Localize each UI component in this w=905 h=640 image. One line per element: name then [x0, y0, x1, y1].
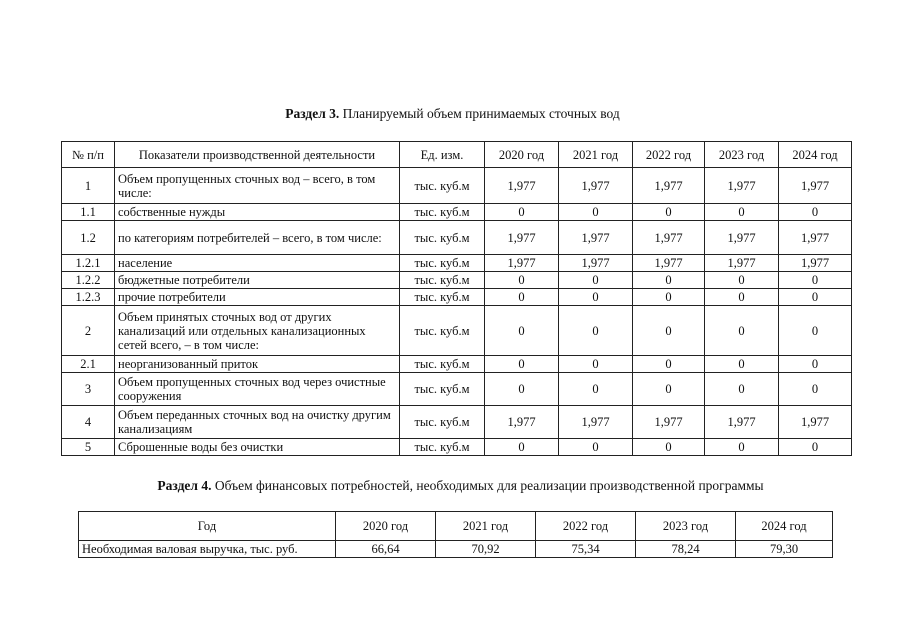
- table-row: [62, 289, 852, 306]
- header-cell: 2021 год: [559, 142, 633, 168]
- unit-cell: тыс. куб.м: [400, 168, 485, 204]
- section3-title-text: Планируемый объем принимаемых сточных вод: [339, 106, 620, 121]
- value-cell: 75,34: [536, 541, 636, 558]
- value-cell: 0: [485, 204, 559, 221]
- header-cell: 2023 год: [636, 512, 736, 541]
- table-row: [62, 406, 852, 439]
- row-number: 1.2: [62, 221, 115, 255]
- row-number: 4: [62, 406, 115, 439]
- unit-cell: тыс. куб.м: [400, 356, 485, 373]
- value-cell: 0: [779, 272, 852, 289]
- value-cell: 1,977: [559, 406, 633, 439]
- section4-header-row: [79, 512, 833, 541]
- unit-cell: тыс. куб.м: [400, 255, 485, 272]
- table-row: [62, 204, 852, 221]
- table-row: [62, 356, 852, 373]
- table-row: [62, 255, 852, 272]
- value-cell: 0: [633, 373, 705, 406]
- value-cell: 0: [779, 289, 852, 306]
- table-row: [62, 168, 852, 204]
- indicator-name: Сброшенные воды без очистки: [115, 439, 400, 456]
- table-row: [62, 439, 852, 456]
- value-cell: 0: [485, 272, 559, 289]
- unit-cell: тыс. куб.м: [400, 439, 485, 456]
- value-cell: 0: [705, 356, 779, 373]
- value-cell: 0: [633, 356, 705, 373]
- value-cell: 1,977: [485, 255, 559, 272]
- value-cell: 1,977: [633, 255, 705, 272]
- value-cell: 1,977: [779, 221, 852, 255]
- unit-cell: тыс. куб.м: [400, 272, 485, 289]
- value-cell: 0: [559, 204, 633, 221]
- indicator-name: Объем пропущенных сточных вод через очистные сооружения: [115, 373, 400, 406]
- value-cell: 79,30: [736, 541, 833, 558]
- table-row: [62, 221, 852, 255]
- value-cell: 1,977: [779, 406, 852, 439]
- value-cell: 0: [633, 306, 705, 356]
- table-row: [62, 373, 852, 406]
- header-cell: 2024 год: [736, 512, 833, 541]
- value-cell: 0: [779, 204, 852, 221]
- section3-title-bold: Раздел 3.: [285, 106, 340, 121]
- value-cell: 0: [485, 356, 559, 373]
- value-cell: 0: [779, 356, 852, 373]
- value-cell: 0: [633, 204, 705, 221]
- indicator-name: Объем пропущенных сточных вод – всего, в том числе:: [115, 168, 400, 204]
- row-number: 2.1: [62, 356, 115, 373]
- section3-table: [61, 141, 852, 456]
- header-cell: Год: [79, 512, 336, 541]
- row-number: 5: [62, 439, 115, 456]
- value-cell: 1,977: [485, 168, 559, 204]
- value-cell: 1,977: [633, 221, 705, 255]
- value-cell: 0: [633, 439, 705, 456]
- row-number: 1.2.2: [62, 272, 115, 289]
- value-cell: 0: [485, 439, 559, 456]
- value-cell: 0: [485, 373, 559, 406]
- value-cell: 1,977: [559, 168, 633, 204]
- unit-cell: тыс. куб.м: [400, 306, 485, 356]
- indicator-name: прочие потребители: [115, 289, 400, 306]
- unit-cell: тыс. куб.м: [400, 289, 485, 306]
- value-cell: 0: [779, 373, 852, 406]
- value-cell: 1,977: [559, 255, 633, 272]
- value-cell: 0: [705, 373, 779, 406]
- table-row: [62, 272, 852, 289]
- value-cell: 0: [485, 306, 559, 356]
- header-cell: 2022 год: [536, 512, 636, 541]
- unit-cell: тыс. куб.м: [400, 406, 485, 439]
- value-cell: 1,977: [559, 221, 633, 255]
- value-cell: 0: [559, 289, 633, 306]
- header-cell: Ед. изм.: [400, 142, 485, 168]
- value-cell: 1,977: [779, 255, 852, 272]
- value-cell: 0: [559, 272, 633, 289]
- row-number: 1.2.1: [62, 255, 115, 272]
- table-row: [62, 306, 852, 356]
- value-cell: 1,977: [705, 255, 779, 272]
- value-cell: 0: [559, 306, 633, 356]
- indicator-name: по категориям потребителей – всего, в том числе:: [115, 221, 400, 255]
- header-cell: 2020 год: [485, 142, 559, 168]
- table-row: [79, 541, 833, 558]
- value-cell: 1,977: [705, 221, 779, 255]
- value-cell: 1,977: [633, 406, 705, 439]
- value-cell: 0: [633, 289, 705, 306]
- value-cell: 0: [633, 272, 705, 289]
- header-cell: 2022 год: [633, 142, 705, 168]
- section4-table: [78, 511, 833, 558]
- section4-title-bold: Раздел 4.: [157, 478, 212, 493]
- value-cell: 0: [559, 439, 633, 456]
- indicator-name: бюджетные потребители: [115, 272, 400, 289]
- value-cell: 0: [559, 373, 633, 406]
- header-cell: 2021 год: [436, 512, 536, 541]
- unit-cell: тыс. куб.м: [400, 373, 485, 406]
- section3-title: [0, 106, 905, 122]
- indicator-name: Объем принятых сточных вод от других канализаций или отдельных канализационных сетей всего, – в том числе:: [115, 306, 400, 356]
- header-cell: 2024 год: [779, 142, 852, 168]
- header-cell: 2023 год: [705, 142, 779, 168]
- row-number: 2: [62, 306, 115, 356]
- section3-body: [62, 168, 852, 456]
- value-cell: 0: [705, 289, 779, 306]
- indicator-name: население: [115, 255, 400, 272]
- value-cell: 1,977: [485, 406, 559, 439]
- section4-body: [79, 541, 833, 558]
- unit-cell: тыс. куб.м: [400, 221, 485, 255]
- section4-title: [8, 478, 905, 494]
- row-number: 1.2.3: [62, 289, 115, 306]
- value-cell: 0: [559, 356, 633, 373]
- value-cell: 0: [779, 306, 852, 356]
- row-number: 1.1: [62, 204, 115, 221]
- section3-header-row: [62, 142, 852, 168]
- value-cell: 0: [705, 204, 779, 221]
- value-cell: 1,977: [705, 168, 779, 204]
- indicator-name: собственные нужды: [115, 204, 400, 221]
- row-number: 1: [62, 168, 115, 204]
- indicator-name: неорганизованный приток: [115, 356, 400, 373]
- header-cell: 2020 год: [336, 512, 436, 541]
- value-cell: 78,24: [636, 541, 736, 558]
- value-cell: 1,977: [779, 168, 852, 204]
- header-cell: Показатели производственной деятельности: [115, 142, 400, 168]
- section4-title-text: Объем финансовых потребностей, необходимых для реализации производственной программы: [211, 478, 764, 493]
- value-cell: 66,64: [336, 541, 436, 558]
- row-number: 3: [62, 373, 115, 406]
- indicator-name: Необходимая валовая выручка, тыс. руб.: [79, 541, 336, 558]
- value-cell: 0: [705, 272, 779, 289]
- unit-cell: тыс. куб.м: [400, 204, 485, 221]
- value-cell: 1,977: [705, 406, 779, 439]
- value-cell: 70,92: [436, 541, 536, 558]
- value-cell: 0: [705, 439, 779, 456]
- value-cell: 1,977: [485, 221, 559, 255]
- value-cell: 0: [779, 439, 852, 456]
- header-cell: № п/п: [62, 142, 115, 168]
- value-cell: 0: [485, 289, 559, 306]
- value-cell: 1,977: [633, 168, 705, 204]
- value-cell: 0: [705, 306, 779, 356]
- indicator-name: Объем переданных сточных вод на очистку другим канализациям: [115, 406, 400, 439]
